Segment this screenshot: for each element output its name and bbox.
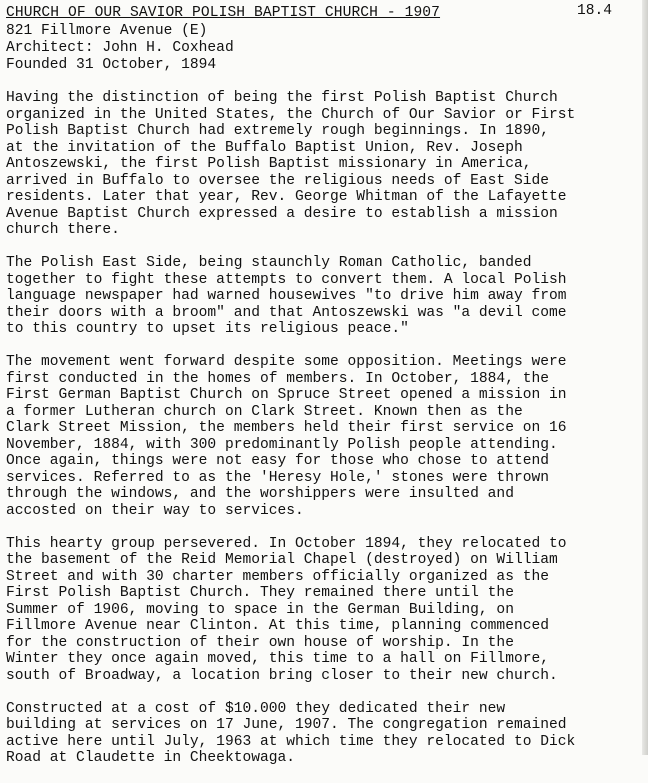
page-edge-shadow xyxy=(642,0,648,755)
paragraph-clark-street-mission: The movement went forward despite some opposition. Meetings were first conducted in the homes of members. In October, 1884, the First German Baptist Church on Spruce Street opened a mission in a former Lutheran church on Clark Street. Known then as the Clark Street Mission, the members held their first service on 16 November, 1884, with 300 predominantly Polish people attending. Once again, things were not easy for those who chose to attend services. Referred to as the 'Heresy Hole,' stones were thrown through the windows, and the worshippers were insulted and accosted on their way to services. xyxy=(6,354,567,519)
address-line: 821 Fillmore Avenue (E) xyxy=(6,23,208,39)
title-row xyxy=(6,3,642,23)
paragraph-relocation: This hearty group persevered. In October 1894, they relocated to the basement of the Reid Memorial Chapel (destroyed) on William Street and with 30 charter members officially organized as the First Polish Baptist Church. They remained there until the Summer of 1906, moving to space in the German Building, on Fillmore Avenue near Clinton. At this time, planning commenced for the construction of their own house of worship. In the Winter they once again moved, this time to a hall on Fillmore, south of Broadway, a location bring closer to their new church. xyxy=(6,535,567,684)
document-title: CHURCH OF OUR SAVIOR POLISH BAPTIST CHURCH - 1907 xyxy=(6,5,441,21)
paragraph-history-intro: Having the distinction of being the first Polish Baptist Church organized in the United States, the Church of Our Savior or First Polish Baptist Church had extremely rough beginnings. In 1890, at the invitation of the Buffalo Baptist Union, Rev. Joseph Antoszewski, the first Polish Baptist missionary in America, arrived in Buffalo to oversee the religious needs of East Side residents. Later that year, Rev. George Whitman of the Lafayette Avenue Baptist Church expressed a desire to establish a mission church there. xyxy=(6,90,576,238)
architect-line: Architect: John H. Coxhead xyxy=(6,40,234,56)
page-number: 18.4 xyxy=(576,3,612,19)
founded-line: Founded 31 October, 1894 xyxy=(6,57,217,73)
paragraph-construction: Constructed at a cost of $10.000 they dedicated their new building at services on 17 June, 1907. The congregation remained active here until July, 1963 at which time they relocated to Dick Road at Claudette in Cheektowaga. xyxy=(6,700,576,766)
paragraph-opposition: The Polish East Side, being staunchly Roman Catholic, banded together to fight these attempts to convert them. A local Polish language newspaper had warned housewives "to drive him away from their doors with a broom" and that Antoszewski was "a devil come to this country to upset its religious peace." xyxy=(6,255,567,337)
document-page xyxy=(6,3,642,783)
body-text xyxy=(6,90,642,767)
